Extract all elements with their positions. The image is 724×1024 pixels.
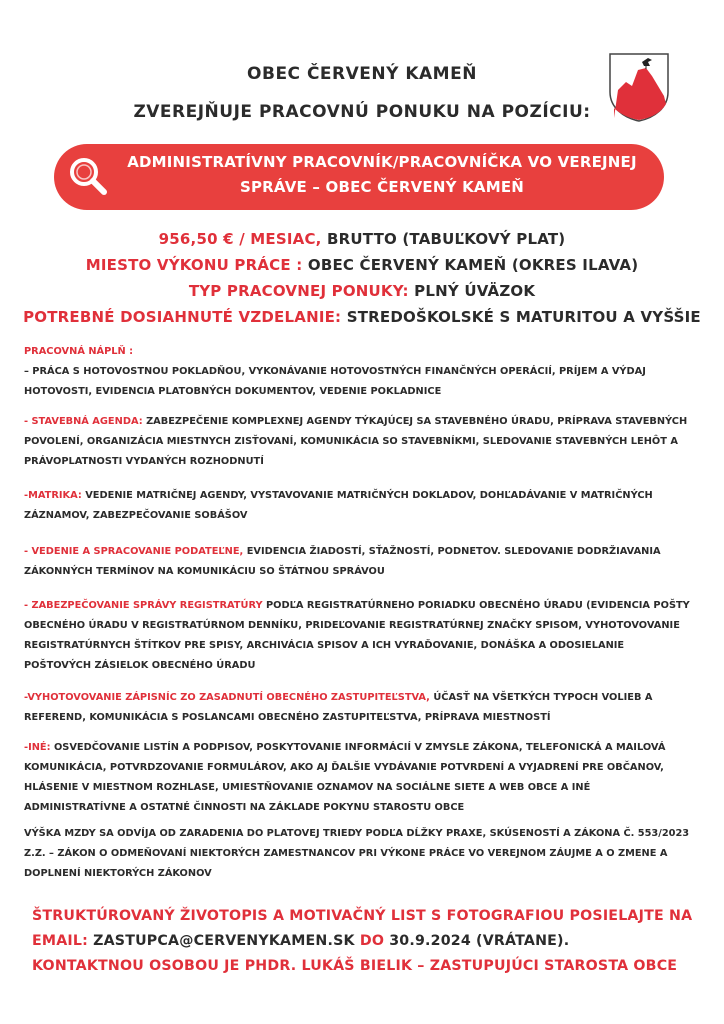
duty-item: -INÉ: OSVEDČOVANIE LISTÍN A PODPISOV, POSKYTOVANIE INFORMÁCIÍ V ZMYSLE ZÁKONA, TELEFONICKÁ A MAILOVÁ KOMUNIKÁCIA, POTVRDZOVANIE FORMULÁROV, AKO AJ ĎALŠIE VYDÁVANIE POTVRDENÍ A VYJADRENÍ PRE OBČANOV, HLÁSENIE V MIESTNOM ROZHLASE, UMIESTŇOVANIE OZNAMOV NA SOCIÁLNE SIETE A WEB OBCE A INÉ ADMINISTRATÍVNE A OSTATNÉ ČINNOSTI NA ZÁKLADE POKYNU STAROSTU OBCE — [24, 742, 666, 813]
place-value: OBEC ČERVENÝ KAMEŇ (OKRES ILAVA) — [307, 256, 639, 274]
position-title: ADMINISTRATÍVNY PRACOVNÍK/PRACOVNÍČKA VO VEREJNEJ SPRÁVE – OBEC ČERVENÝ KAMEŇ — [127, 153, 637, 196]
education-value: STREDOŠKOLSKÉ S MATURITOU A VYŠŠIE — [346, 308, 701, 326]
education-label: POTREBNÉ DOSIAHNUTÉ VZDELANIE: — [23, 308, 342, 326]
duty-item: – PRÁCA S HOTOVOSTNOU POKLADŇOU, VYKONÁVANIE HOTOVOSTNÝCH FINANČNÝCH OPERÁCIÍ, PRÍJEM A VÝDAJ HOTOVOSTI, EVIDENCIA PLATOBNÝCH DOKUMENTOV, VEDENIE POKLADNICE — [24, 366, 646, 397]
contact-line: KONTAKTNOU OSOBOU JE PHDR. LUKÁŠ BIELIK – ZASTUPUJÚCI STAROSTA OBCE — [32, 958, 678, 974]
salary-note: VÝŠKA MZDY SA ODVÍJA OD ZARADENIA DO PLATOVEJ TRIEDY PODĽA DĹŽKY PRAXE, SKÚSENOSTÍ A ZÁKONA Č. 553/2023 Z.Z. – ZÁKON O ODMEŇOVANÍ NIEKTORÝCH ZAMESTNANCOV PRI VÝKONE PRÁCE VO VEREJNOM ZÁUJME A O ZMENE A DOPLNENÍ NIEKTORÝCH ZÁKONOV — [24, 828, 690, 879]
footer — [32, 904, 702, 979]
salary-value: BRUTTO (TABUĽKOVÝ PLAT) — [327, 230, 566, 248]
duty-item: - ZABEZPEČOVANIE SPRÁVY REGISTRATÚRY PODĽA REGISTRATÚRNEHO PORIADKU OBECNÉHO ÚRADU (EVIDENCIA POŠTY OBECNÉHO ÚRADU V REGISTRATÚRNOM DENNÍKU, PRIDEĽOVANIE REGISTRATÚRNEJ ZNAČKY SPISOM, VYHOTOVOVANIE REGISTRATÚRNYCH ŠTÍTKOV PRE SPISY, ARCHIVÁCIA SPISOV A ICH VYRAĎOVANIE, DONÁŠKA A ODOSIELANIE POŠTOVÝCH ZÁSIELOK OBECNÉHO ÚRADU — [24, 600, 690, 671]
page-subtitle: ZVEREJŇUJE PRACOVNÚ PONUKU NA POZÍCIU: — [133, 102, 591, 122]
duties-heading: PRACOVNÁ NÁPLŇ : — [24, 346, 134, 357]
deadline-label: DO — [359, 933, 385, 949]
deadline-value: 30.9.2024 (VRÁTANE). — [389, 933, 570, 949]
place-label: MIESTO VÝKONU PRÁCE : — [85, 256, 303, 274]
place-line — [0, 256, 724, 274]
duty-item: -MATRIKA: VEDENIE MATRIČNEJ AGENDY, VYSTAVOVANIE MATRIČNÝCH DOKLADOV, DOHĽADÁVANIE V MATRIČNÝCH ZÁZNAMOV, ZABEZPEČOVANIE SOBÁŠOV — [24, 490, 653, 521]
duty-item: - VEDENIE A SPRACOVANIE PODATEĽNE, EVIDENCIA ŽIADOSTÍ, SŤAŽNOSTÍ, PODNETOV. SLEDOVANIE DODRŽIAVANIA ZÁKONNÝCH TERMÍNOV NA KOMUNIKÁCIU SO ŠTÁTNOU SPRÁVOU — [24, 546, 661, 577]
email-label: EMAIL: — [32, 933, 88, 949]
email-value[interactable]: ZASTUPCA@CERVENYKAMEN.SK — [93, 933, 355, 949]
duty-item: - STAVEBNÁ AGENDA: ZABEZPEČENIE KOMPLEXNEJ AGENDY TÝKAJÚCEJ SA STAVEBNÉHO ÚRADU, PRÍPRAVA STAVEBNÝCH POVOLENÍ, ORGANIZÁCIA MIESTNYCH ZISŤOVANÍ, KOMUNIKÁCIA SO STAVEBNÍKMI, SLEDOVANIE STAVEBNÝCH LEHÔT A PRÁVOPLATNOSTI VYDANÝCH ROZHODNUTÍ — [24, 416, 688, 467]
education-line — [0, 308, 724, 326]
type-label: TYP PRACOVNEJ PONUKY: — [188, 282, 409, 300]
footer-email-line — [32, 929, 702, 954]
salary-label: 956,50 € / MESIAC, — [158, 230, 322, 248]
duty-item: -VYHOTOVOVANIE ZÁPISNÍC ZO ZASADNUTÍ OBECNÉHO ZASTUPITEĽSTVA, ÚČASŤ NA VŠETKÝCH TYPOCH VOLIEB A REFEREND, KOMUNIKÁCIA S POSLANCAMI OBECNÉHO ZASTUPITEĽSTVA, PRÍPRAVA MIESTNOSTÍ — [24, 692, 653, 723]
search-icon — [66, 154, 110, 198]
salary-line — [0, 230, 724, 248]
type-value: PLNÝ ÚVÄZOK — [414, 282, 536, 300]
type-line — [0, 282, 724, 300]
footer-line1: ŠTRUKTÚROVANÝ ŽIVOTOPIS A MOTIVAČNÝ LIST S FOTOGRAFIOU POSIELAJTE NA — [32, 908, 693, 924]
page-title: OBEC ČERVENÝ KAMEŇ — [247, 64, 477, 84]
